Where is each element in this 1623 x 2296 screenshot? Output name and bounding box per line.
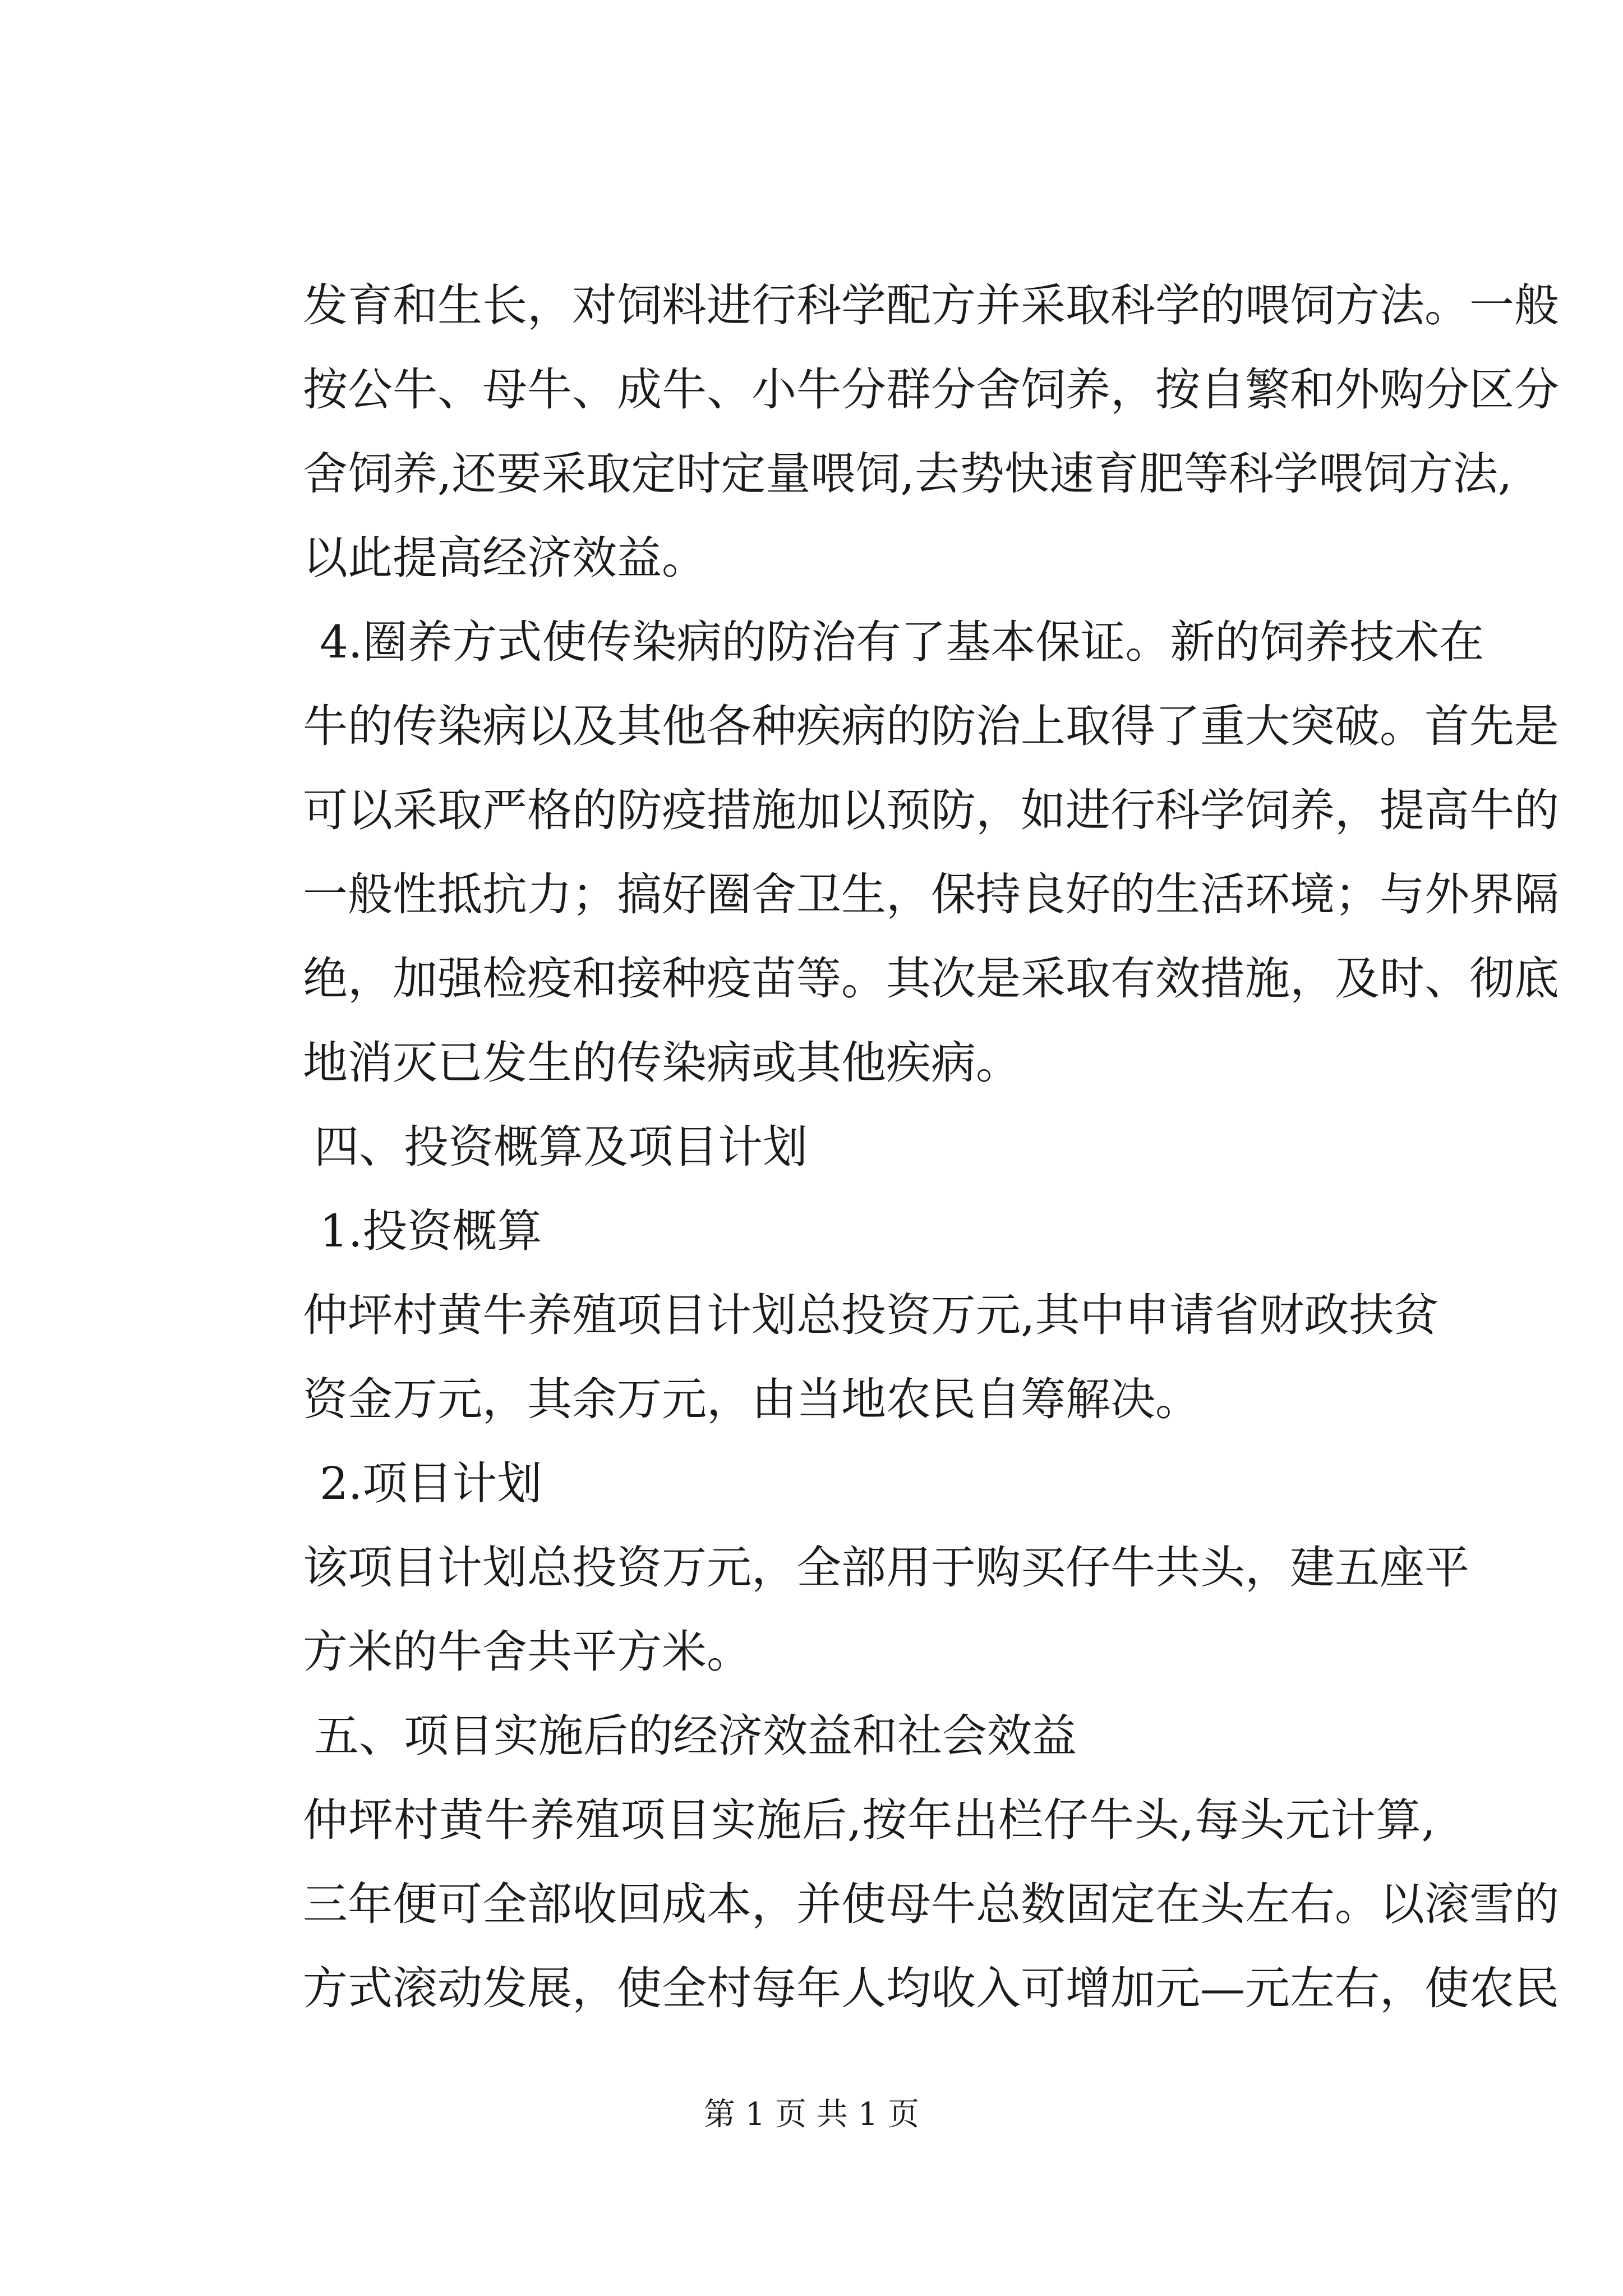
section-heading-5: 五、项目实施后的经济效益和社会效益 [314,1710,1077,1762]
text-line: 该项目计划总投资万元，全部用于购买仔牛共头，建五座平 [303,1542,1469,1594]
text-line: 按公牛、母牛、成牛、小牛分群分舍饲养，按自繁和外购分区分 [303,364,1559,416]
text-line: 仲坪村黄牛养殖项目计划总投资万元,其中申请省财政扶贫 [303,1289,1439,1341]
text-line: 以此提高经济效益。 [303,532,707,584]
text-line: 可以采取严格的防疫措施加以预防，如进行科学饲养，提高牛的 [303,784,1559,836]
section-heading-4: 四、投资概算及项目计划 [314,1121,808,1173]
text-line: 一般性抵抗力；搞好圈舍卫生，保持良好的生活环境；与外界隔 [303,868,1559,921]
document-body [303,264,1559,2031]
text-line: 资金万元，其余万元，由当地农民自筹解决。 [303,1373,1200,1425]
subheading-project-plan: 2.项目计划 [320,1457,542,1510]
page-footer: 第 1 页 共 1 页 [703,2096,920,2133]
paragraph-4-first-line: 4.圈养方式使传染病的防治有了基本保证。新的饲养技术在 [320,616,1484,668]
subheading-investment-estimate: 1.投资概算 [320,1205,542,1257]
text-line: 舍饲养,还要采取定时定量喂饲,去势快速育肥等科学喂饲方法, [303,448,1513,500]
text-line: 发育和生长，对饲料进行科学配方并采取科学的喂饲方法。一般 [303,279,1559,332]
text-line: 仲坪村黄牛养殖项目实施后,按年出栏仔牛头,每头元计算, [303,1794,1436,1846]
text-line: 牛的传染病以及其他各种疾病的防治上取得了重大突破。首先是 [303,700,1559,752]
text-line: 三年便可全部收回成本，并使母牛总数固定在头左右。以滚雪的 [303,1878,1559,1930]
text-line: 地消灭已发生的传染病或其他疾病。 [303,1037,1021,1089]
text-line: 方式滚动发展，使全村每年人均收入可增加元—元左右，使农民 [303,1962,1559,2014]
text-line: 方米的牛舍共平方米。 [303,1626,751,1678]
text-line: 绝，加强检疫和接种疫苗等。其次是采取有效措施，及时、彻底 [303,953,1559,1005]
